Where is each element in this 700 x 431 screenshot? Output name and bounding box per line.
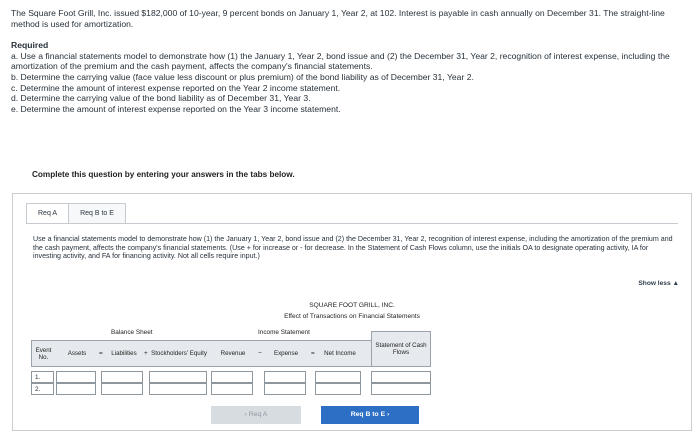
- income-statement-heading: Income Statement: [258, 329, 310, 336]
- op-plus: +: [144, 350, 148, 357]
- header-cash-flows-box: [371, 331, 431, 367]
- expense-input[interactable]: [264, 383, 306, 395]
- header-net-income: Net Income: [324, 350, 356, 357]
- header-expense: Expense: [273, 350, 299, 357]
- required-heading: Required: [11, 40, 49, 51]
- problem-intro: The Square Foot Grill, Inc. issued $182,000 of 10-year, 9 percent bonds on January 1, Year 2, at 102. Interest is payable in cash annually on December 31. The straight-line method is used for amortization.: [11, 8, 665, 29]
- complete-instruction: Complete this question by entering your answers in the tabs below.: [32, 170, 295, 179]
- requirement-c: c. Determine the amount of interest expense reported on the Year 2 income statement.: [11, 82, 341, 93]
- header-event-no: Event No.: [35, 346, 52, 361]
- revenue-input[interactable]: [211, 383, 253, 395]
- next-req-b-to-e-button[interactable]: Req B to E ›: [321, 406, 419, 424]
- answer-panel: [12, 193, 692, 431]
- balance-sheet-heading: Balance Sheet: [111, 329, 153, 336]
- cash-flows-input[interactable]: [371, 383, 431, 395]
- table-company-name: SQUARE FOOT GRILL, INC.: [309, 302, 395, 309]
- table-row: [31, 371, 431, 383]
- table-subtitle: Effect of Transactions on Financial Statements: [284, 313, 420, 320]
- event-number: 1.: [31, 371, 54, 383]
- prev-req-a-button[interactable]: ‹ Req A: [211, 406, 301, 424]
- header-stockholders-equity: Stockholders' Equity: [151, 350, 207, 357]
- liabilities-input[interactable]: [101, 371, 143, 383]
- header-liabilities: Liabilities: [111, 350, 137, 357]
- panel-instruction: Use a financial statements model to demonstrate how (1) the January 1, Year 2, bond issue and (2) the December 31, Year 2, recognition of interest expense, including the amortization of the premium and the cash payment, affects the company's financial statements. (Use + for increase or - for decrease. In the Statement of Cash Flows column, use the initials OA to designate operating activity, IA for investing activity, and FA for financing activity. Not all cells require input.): [33, 235, 673, 261]
- equity-input[interactable]: [149, 371, 207, 383]
- requirement-d: d. Determine the carrying value of the bond liability as of December 31, Year 3.: [11, 93, 311, 104]
- tab-req-b-to-e[interactable]: Req B to E: [68, 203, 126, 224]
- header-assets: Assets: [67, 350, 87, 357]
- requirements-list: [11, 51, 691, 115]
- table-row: [31, 383, 431, 395]
- requirement-e: e. Determine the amount of interest expense reported on the Year 3 income statement.: [11, 103, 341, 114]
- cash-flows-input[interactable]: [371, 371, 431, 383]
- liabilities-input[interactable]: [101, 383, 143, 395]
- net-income-input[interactable]: [315, 383, 361, 395]
- problem-statement: [11, 8, 691, 114]
- assets-input[interactable]: [56, 383, 96, 395]
- header-cash-flows: Statement of Cash Flows: [375, 342, 427, 356]
- op-minus: −: [258, 350, 262, 357]
- op-equals-2: =: [311, 350, 315, 357]
- requirement-a: a. Use a financial statements model to demonstrate how (1) the January 1, Year 2, bond issue and (2) the December 31, Year 2, recognition of interest expense, including the amortization of the premium and the cash payment, affects the company's financial statements.: [11, 50, 670, 72]
- assets-input[interactable]: [56, 371, 96, 383]
- requirement-b: b. Determine the carrying value (face value less discount or plus premium) of the bond liability as of December 31, Year 2.: [11, 71, 474, 82]
- header-revenue: Revenue: [220, 350, 246, 357]
- expense-input[interactable]: [264, 371, 306, 383]
- net-income-input[interactable]: [315, 371, 361, 383]
- revenue-input[interactable]: [211, 371, 253, 383]
- table-header: [31, 340, 423, 367]
- event-number: 2.: [31, 383, 54, 395]
- equity-input[interactable]: [149, 383, 207, 395]
- tab-bar: [26, 203, 126, 224]
- tab-req-a[interactable]: Req A: [26, 203, 69, 224]
- show-less-link[interactable]: Show less ▲: [638, 280, 679, 287]
- tab-divider: [26, 223, 678, 224]
- op-equals: =: [99, 350, 103, 357]
